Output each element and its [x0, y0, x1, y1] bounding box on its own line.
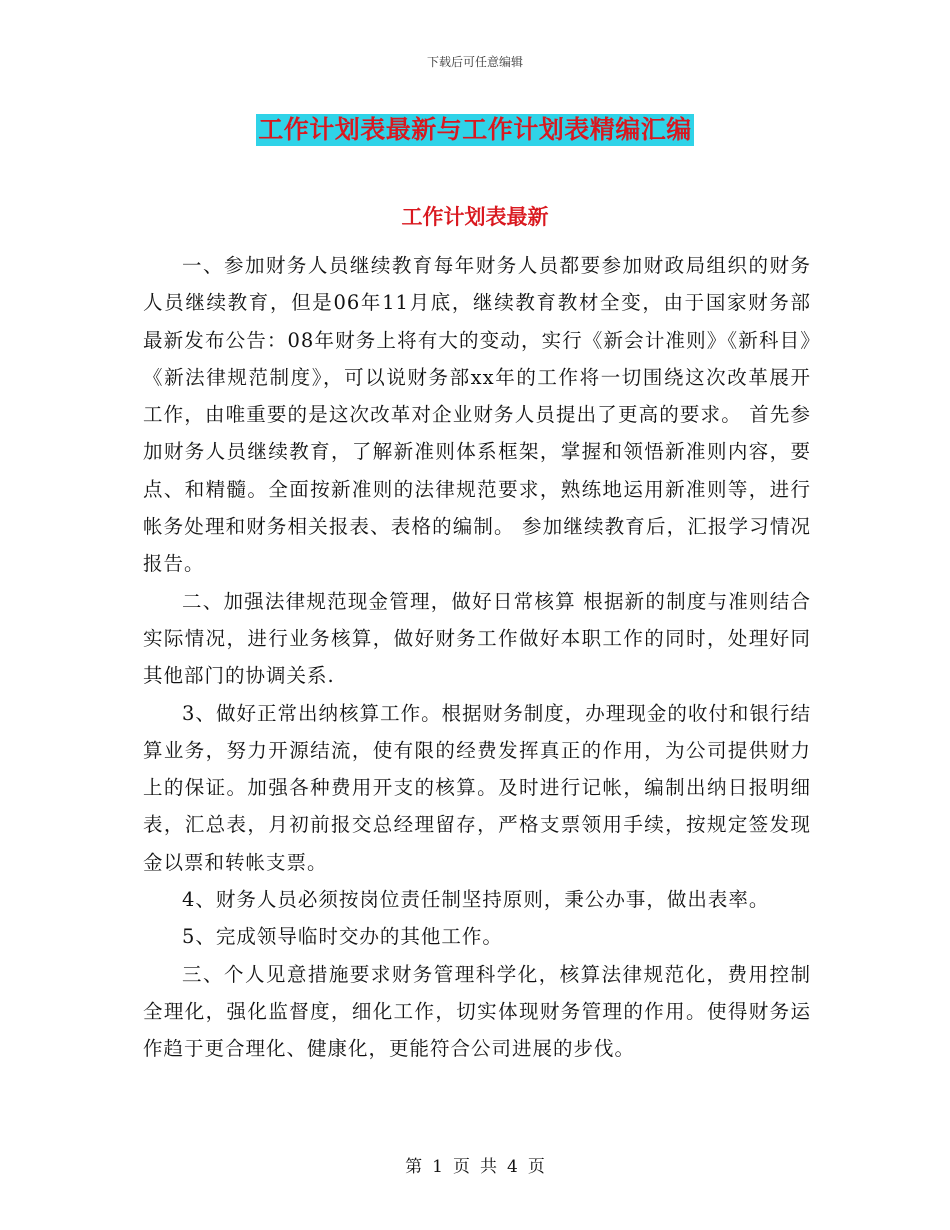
document-title — [0, 114, 950, 146]
paragraph: 二、加强法律规范现金管理，做好日常核算 根据新的制度与准则结合实际情况，进行业务核算，做好财务工作做好本职工作的同时，处理好同其他部门的协调关系. — [143, 589, 811, 688]
footer-mid: 页 — [453, 1157, 470, 1177]
paragraph: 一、参加财务人员继续教育每年财务人员都要参加财政局组织的财务人员继续教育，但是06年11月底，继续教育教材全变，由于国家财务部最新发布公告：08年财务上将有大的变动，实行《新会计准则》《新科目》《新法律规范制度》，可以说财务部xx年的工作将一切围绕这次改革展开工作，由唯重要的是这次改革对企业财务人员提出了更高的要求。 首先参加财务人员继续教育，了解新准则体系框架，掌握和领悟新准则内容，要点、和精髓。全面按新准则的法律规范要求，熟练地运用新准则等，进行帐务处理和财务相关报表、表格的编制。 参加继续教育后，汇报学习情况报告。 — [143, 254, 811, 576]
footer-total-prefix: 共 — [480, 1157, 497, 1177]
total-pages-number: 4 — [507, 1157, 518, 1177]
footer-suffix: 页 — [527, 1157, 545, 1177]
section-title: 工作计划表最新 — [401, 205, 549, 229]
header-note: 下载后可任意编辑 — [426, 55, 523, 69]
footer-prefix: 第 — [405, 1157, 423, 1177]
paragraph: 5、完成领导临时交办的其他工作。 — [182, 925, 503, 949]
page-footer — [0, 1152, 950, 1177]
paragraph: 三、个人见意措施要求财务管理科学化，核算法律规范化，费用控制全理化，强化监督度，细化工作，切实体现财务管理的作用。使得财务运作趋于更合理化、健康化，更能符合公司进展的步伐。 — [143, 962, 811, 1061]
document-title-text: 工作计划表最新与工作计划表精编汇编 — [258, 115, 692, 144]
current-page-number: 1 — [432, 1157, 443, 1177]
document-body — [143, 247, 811, 1068]
paragraph: 4、财务人员必须按岗位责任制坚持原则，秉公办事，做出表率。 — [182, 888, 770, 912]
paragraph: 3、做好正常出纳核算工作。根据财务制度，办理现金的收付和银行结算业务，努力开源结流，使有限的经费发挥真正的作用，为公司提供财力上的保证。加强各种费用开支的核算。及时进行记帐，编制出纳日报明细表，汇总表，月初前报交总经理留存，严格支票领用手续，按规定签发现金以票和转帐支票。 — [143, 701, 811, 874]
